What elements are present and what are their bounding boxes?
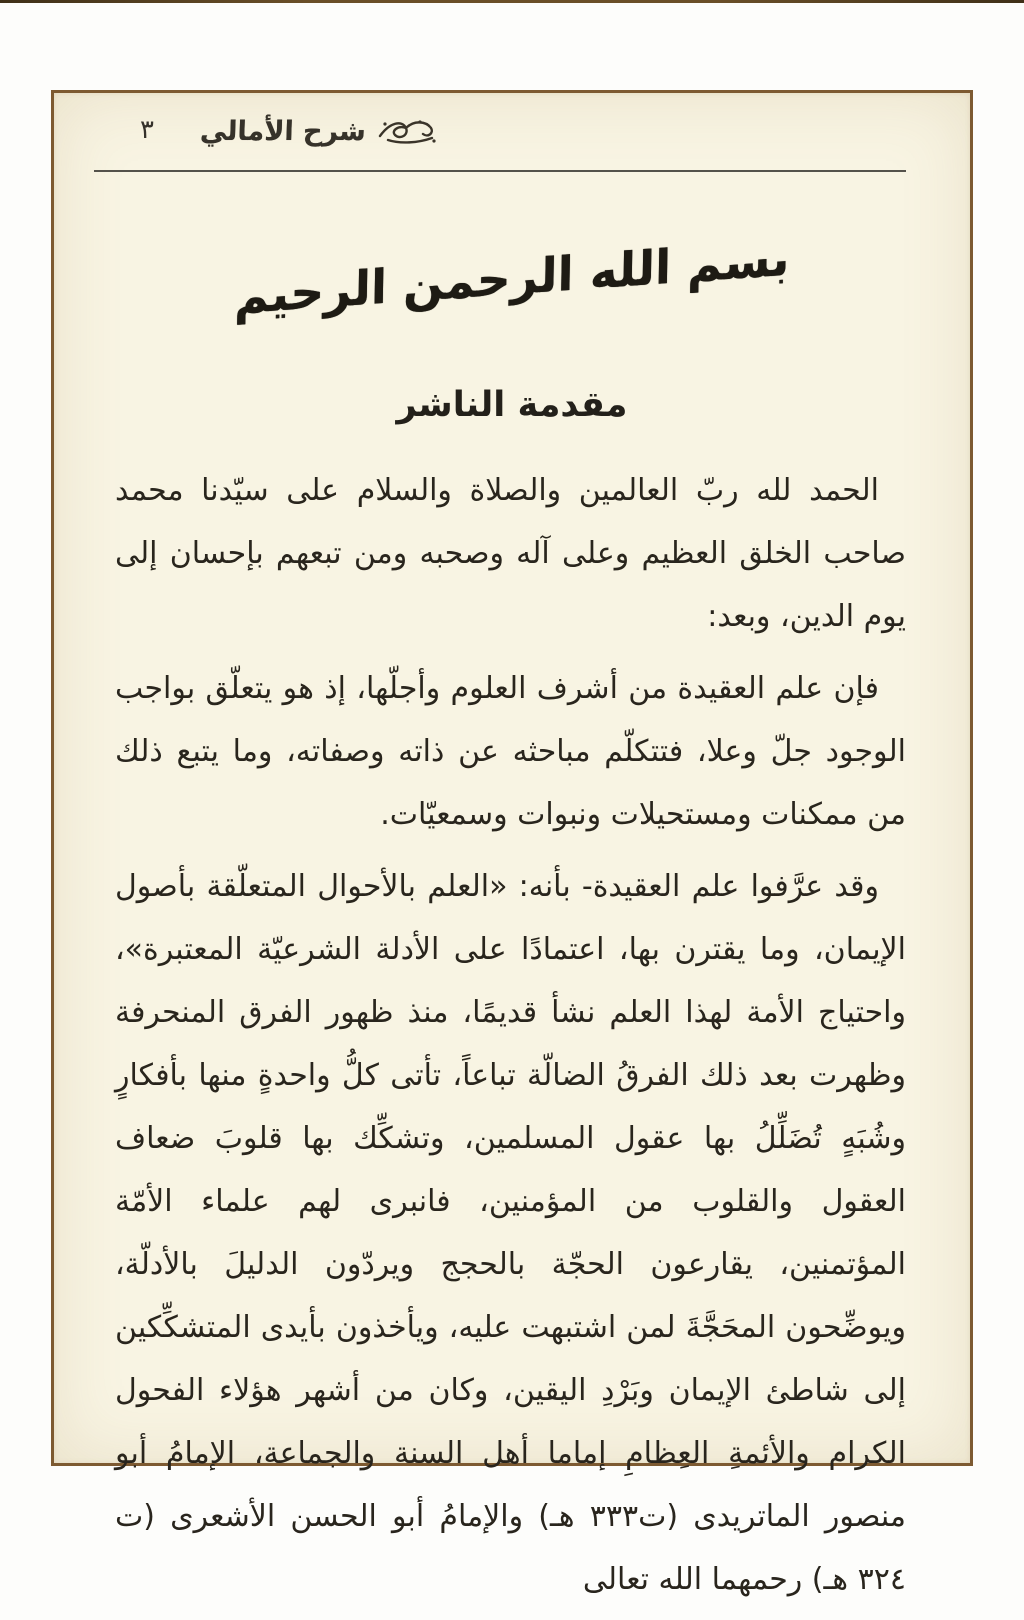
calligraphy-flourish-icon <box>376 116 438 146</box>
section-title: مقدمة الناشر <box>396 385 628 425</box>
running-header <box>200 107 438 155</box>
paragraph-aqeedah-definition: وقد عرَّفوا علم العقيدة- بأنه: «العلم بالأحوال المتعلّقة بأصول الإيمان، وما يقترن بها، اعتمادًا على الأدلة الشرعيّة المعتبرة»، واحتياج الأمة لهذا العلم نشأ قديمًا، منذ ظهور الفرق المنحرفة وظهرت بعد ذلك الفرقُ الضالّة تباعاً، تأتى كلُّ واحدةٍ منها بأفكارٍ وشُبَهٍ تُضَلِّلُ بها عقول المسلمين، وتشكِّك بها قلوبَ ضعاف العقول والقلوب من المؤمنين، فانبرى لهم علماء الأمّة المؤتمنين، يقارعون الحجّة بالحجج ويردّون الدليلَ بالأدلّة، ويوضِّحون المحَجَّةَ لمن اشتبهت عليه، ويأخذون بأيدى المتشكِّكين إلى شاطئ الإيمان وبَرْدِ اليقين، وكان من أشهر هؤلاء الفحول الكرام والأئمةِ العِظامِ إماما أهل السنة والجماعة، الإمامُ أبو منصور الماتريدى (ت٣٣٣ هـ) والإمامُ أبو الحسن الأشعرى (ت ٣٢٤ هـ) رحمهما الله تعالى <box>115 869 906 1597</box>
body-text <box>115 459 906 1620</box>
basmala-calligraphy: بسم الله الرحمن الرحيم <box>233 231 791 326</box>
paragraph-aqeedah-rank: فإن علم العقيدة من أشرف العلوم وأجلّها، إذ هو يتعلّق بواجب الوجود جلّ وعلا، فتتكلّم مباحثه عن ذاته وصفاته، وما يتبع ذلك من ممكنات ومستحيلات ونبوات وسمعيّات. <box>115 671 906 832</box>
paragraph-hamdala: الحمد لله ربّ العالمين والصلاة والسلام على سيّدنا محمد صاحب الخلق العظيم وعلى آله وصحبه ومن تبعهم بإحسان إلى يوم الدين، وبعد: <box>115 473 906 634</box>
scan-top-edge <box>0 0 1024 3</box>
book-page <box>51 90 973 1597</box>
page-number: ٣ <box>140 115 154 145</box>
header-divider <box>94 170 906 172</box>
book-title: شرح الأمالي <box>199 115 367 147</box>
